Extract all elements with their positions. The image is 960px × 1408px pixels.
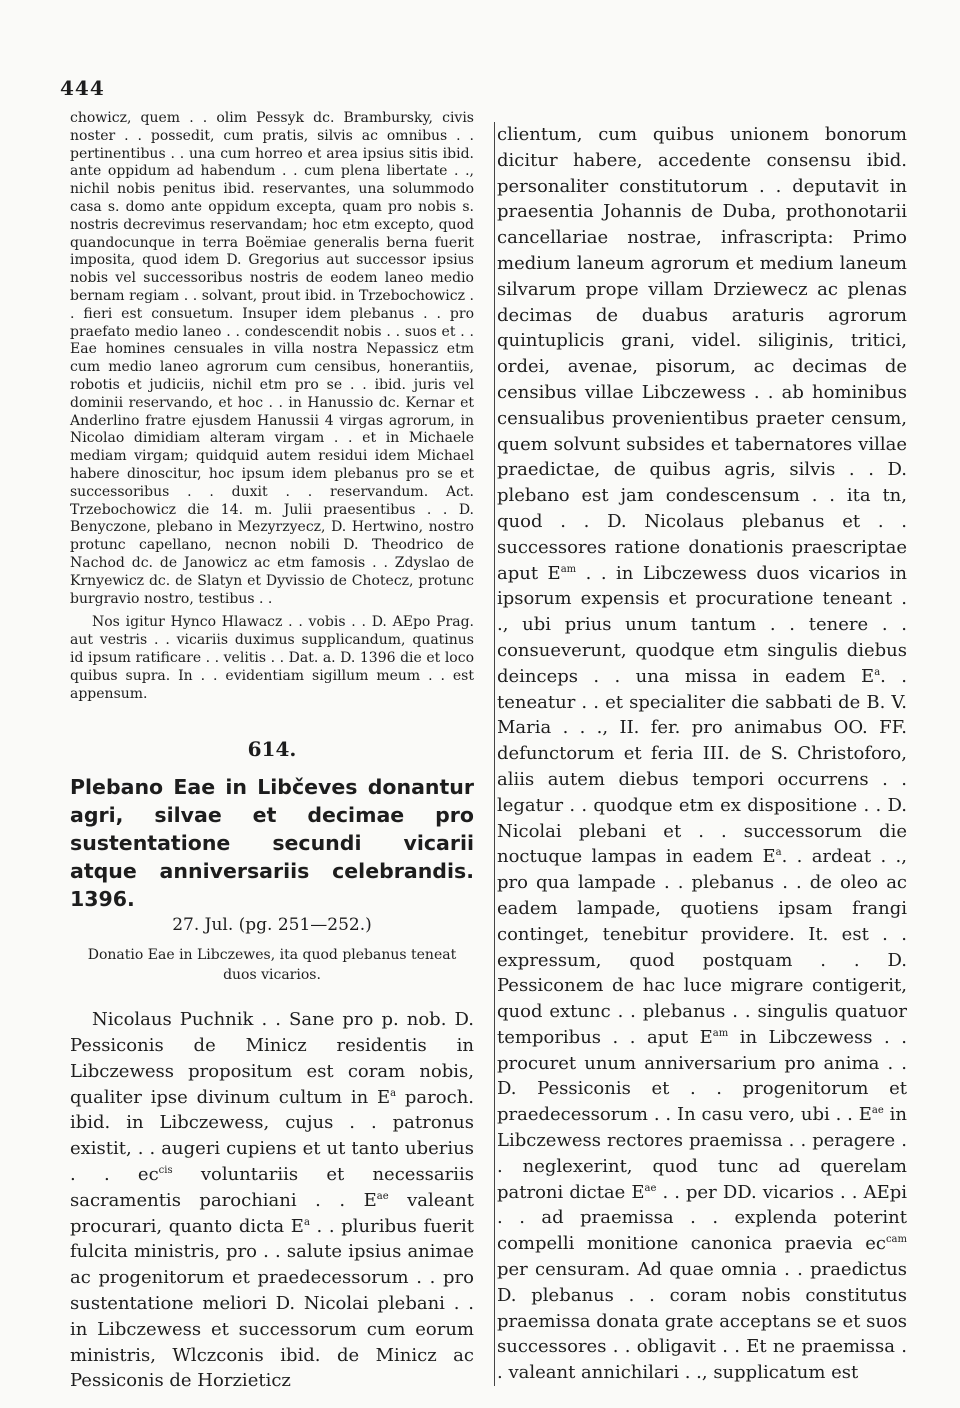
body-text: . . teneatur . . et specialiter die sabbati de B. V. Maria . . ., II. fer. pro animabus OO. FF. defunctorum et feria III. de S. Christoforo, aliis autem diebus tempori occurrens . . legatur . . quodque etm ex dispositione . . D. Nicolai plebani et . . successorum die noctuque lampas in eadem E	[497, 665, 907, 868]
body-text: clientum, cum quibus unionem bonorum dicitur habere, accedente consensu ibid. personaliter constitutorum . . deputavit in praesentia Johannis de Duba, prothonotarii cancellariae nostrae, infrascripta: Primo medium laneum agrorum et medium laneum silvarum prope villam Drziewecz ac plenas decimas de duabus araturis agrorum quintuplicis grani, videl. siliginis, tritici, ordei, avenae, pisorum, ac decimas de censibus villae Libczewess . . ab hominibus censualibus provenientibus praeter censum, quem solvunt subsides et tabernatores villae praedictae, de quibus agris, silvis . . D. plebano est jam condescensum . . ita tn, quod . . D. Nicolaus plebanus et . . successores ratione donationis praescriptae aput E	[497, 124, 907, 584]
superscript: a	[303, 1216, 310, 1228]
superscript: cam	[885, 1234, 907, 1246]
body-text: . . in Libczewess duos vicarios in ipsorum expensis et procuratione teneant . ., ubi prius unum tantum . . tenere . . consueverunt, quodque etm singulis diebus deinceps . . una missa in eadem E	[497, 562, 907, 687]
body-text: . . per DD. vicarios . . AEpi . . ad praemissa . . explenda poterint compelli monitione canonica praevia ec	[497, 1181, 907, 1255]
superscript: a	[874, 666, 881, 678]
body-text: per censuram. Ad quae omnia . . praedictus D. plebanus . . coram nobis constitutus praemissa donata grate acceptans se et suos successores . . obligavit . . Et ne praemissa . . valeant annichilari . ., supplicatum est	[497, 1259, 907, 1384]
superscript: cis	[158, 1165, 173, 1177]
document-title: Plebano Eae in Libčeves donantur agri, silvae et decimae pro sustentatione secundi vicarii atque anniversariis celebrandis. 1396.	[70, 775, 474, 912]
document-summary: Donatio Eae in Libczewes, ita quod plebanus teneat duos vicarios.	[87, 947, 457, 984]
superscript: ae	[376, 1190, 389, 1202]
superscript: a	[390, 1087, 397, 1099]
body-text: in Libczewess . . procuret unum anniversarium pro anima . . D. Pessiconis et . . progenitorum et praedecessorum . . In casu vero, ubi . . E	[497, 1026, 907, 1126]
body-text: Nicolaus Puchnik . . Sane pro p. nob. D. Pessiconis de Minicz residentis in Libczewess propositum est coram nobis, qualiter ipse divinum cultum in E	[70, 1009, 474, 1108]
superscript: ae	[644, 1182, 657, 1194]
superscript: am	[712, 1027, 729, 1039]
document-number: 614.	[247, 737, 297, 762]
body-text: in Libczewess rectores praemissa . . peragere . . neglexerint, quod tunc ad querelam patroni dictae E	[497, 1104, 907, 1203]
document-date: 27. Jul. (pg. 251—252.)	[172, 915, 372, 936]
body-text: paroch. ibid. in Libczewess, cujus . . patronus existit, . . augeri cupiens et ut tanto uberius . . ec	[70, 1086, 475, 1186]
continuation-paragraph: chowicz, quem . . olim Pessyk dc. Brambursky, civis noster . . possedit, cum pratis, silvis ac omnibus . . pertinentibus . . una cum horreo et area ipsius sitis ibid. ante oppidum ad habendum . . cum plena libertate . ., nichil nobis penitus ibid. reservantes, una solummodo casa s. domo ante oppidum excepta, quam pro nobis s. nostris decrevimus reservandam; hoc etm excepto, quod quandocunque in terra Boëmiae generalis berna fuerit imposita, quod idem D. Gregorius aut successor ipsius nobis vel successoribus nostris de eodem laneo medio bernam regiam . . solvant, prout ibid. in Trzebochowicz . . fieri est consuetum. Insuper idem plebanus . . pro praefato medio laneo . . condescendit nobis . . suos et . . Eae homines censuales in villa nostra Nepassicz etm cum medio laneo agrorum cum censibus, honerantiis, robotis et judiciis, nichil etm pro se . . ibid. juris vel dominii reservando, et hoc . . in Hanussio dc. Kernar et Anderlino fratre ejusdem Hanussii 4 virgas agrorum, in Nicolao dimidiam alteram virgam . . et in Michaele mediam virgam; quidquid autem residui idem Michael habere dinoscitur, hoc ipsum idem plebanus pro se et successoribus . . duxit . . reservandum. Act. Trzebochowicz die 14. m. Julii praesentibus . . D. Benyczone, plebano in Mezyrzyecz, D. Hertwino, nostro protunc capellano, necnon nobili D. Theodrico de Nachod dc. de Janowicz ac etm famosis . . Zdyslao de Krnyewicz dc. de Slatyn et Dyvissio de Chotecz, protunc burgravio nostro, testibus . .	[70, 110, 474, 607]
page-number: 444	[60, 76, 105, 100]
body-text: valeant procurari, quanto dicta E	[70, 1189, 474, 1237]
body-text: . . ardeat . ., pro qua lampade . . plebanus . . de oleo ac eadem lampade, quotiens ipsam frangi continget, tenebitur providere. It. est . . expressum, quod postquam . . D. Pessiconem de hac luce migrare contigerit, quod extunc . . plebanus . . singulis quatuor temporibus . . aput E	[497, 846, 907, 1048]
superscript: ae	[871, 1105, 884, 1117]
document-body-start	[70, 1007, 474, 1394]
superscript: a	[775, 847, 782, 859]
closing-paragraph: Nos igitur Hynco Hlawacz . . vobis . . D. AEpo Prag. aut vestris . . vicariis duximus supplicandum, quatinus id ipsum ratificare . . velitis . . Dat. a. D. 1396 die et loco quibus supra. In . . evidentiam sigillum meum . . est appensum.	[70, 614, 474, 702]
body-text: . . pluribus fuerit fulcita ministris, pro . . salute ipsius animae ac progenitorum et praedecessorum . . pro sustentatione meliori D. Nicolai plebani . . in Libczewess et successorum cum eorum ministris, Wlczconis ibid. de Minicz ac Pessiconis de Horzieticz	[70, 1215, 475, 1392]
right-column	[494, 122, 907, 1386]
left-column	[70, 110, 474, 1394]
previous-document-text	[70, 110, 474, 703]
document-body-continued	[497, 122, 907, 1386]
superscript: am	[560, 563, 577, 575]
body-text: voluntariis et necessariis sacramentis parochiani . . E	[70, 1164, 474, 1211]
